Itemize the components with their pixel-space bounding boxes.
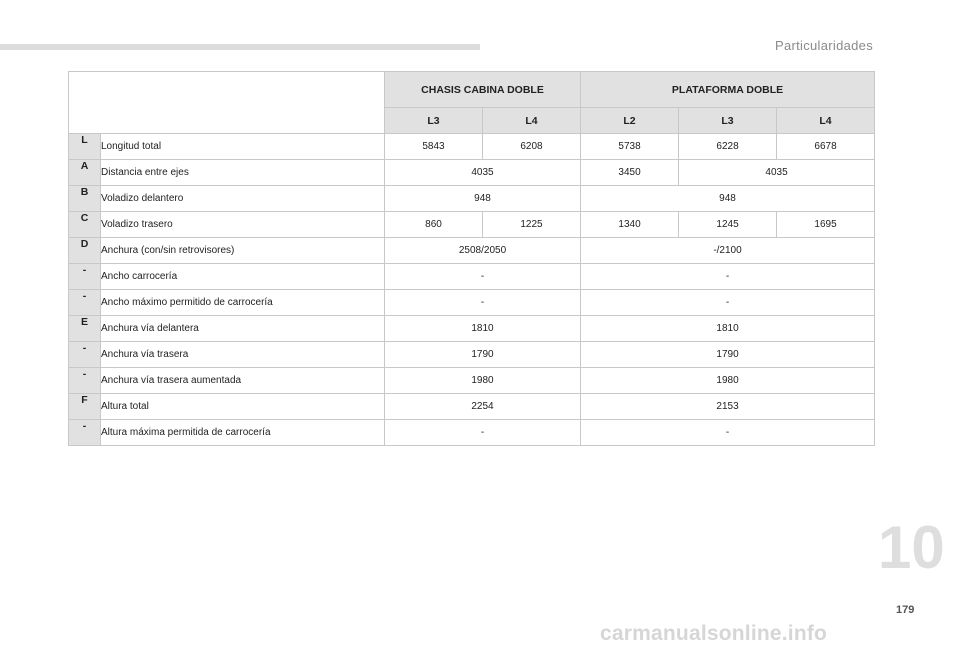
table-cell: 6208 — [483, 134, 581, 160]
page-number: 179 — [896, 604, 915, 616]
table-cell: 5738 — [581, 134, 679, 160]
table-cell: 860 — [385, 212, 483, 238]
table-cell: 948 — [385, 186, 581, 212]
subheader-l3-plataforma: L3 — [679, 108, 777, 134]
row-letter: - — [69, 420, 101, 446]
table-row — [69, 394, 875, 420]
table-cell: 2508/2050 — [385, 238, 581, 264]
table-cell: 1980 — [581, 368, 875, 394]
section-title: Particularidades — [774, 38, 873, 53]
table-row — [69, 186, 875, 212]
table-cell: - — [385, 290, 581, 316]
row-letter: B — [69, 186, 101, 212]
watermark: carmanualsonline.info — [600, 622, 828, 645]
table-cell: 1810 — [581, 316, 875, 342]
row-letter: - — [69, 264, 101, 290]
table-cell: 4035 — [385, 160, 581, 186]
table-corner — [69, 72, 385, 134]
table-cell: 3450 — [581, 160, 679, 186]
table-row — [69, 264, 875, 290]
table-cell: 6228 — [679, 134, 777, 160]
row-letter: C — [69, 212, 101, 238]
row-letter: - — [69, 368, 101, 394]
table-row — [69, 134, 875, 160]
row-letter: - — [69, 342, 101, 368]
table-row — [69, 160, 875, 186]
table-row — [69, 368, 875, 394]
table-cell: 5843 — [385, 134, 483, 160]
table-cell: 1980 — [385, 368, 581, 394]
subheader-l4-plataforma: L4 — [777, 108, 875, 134]
row-label: Anchura vía trasera aumentada — [101, 368, 385, 394]
table-cell: 1225 — [483, 212, 581, 238]
table-cell: 1810 — [385, 316, 581, 342]
table-cell: - — [581, 264, 875, 290]
row-label: Anchura vía delantera — [101, 316, 385, 342]
table-cell: 1790 — [385, 342, 581, 368]
row-label: Anchura (con/sin retrovisores) — [101, 238, 385, 264]
table-cell: 1790 — [581, 342, 875, 368]
row-letter: F — [69, 394, 101, 420]
subheader-l3-chasis: L3 — [385, 108, 483, 134]
table-cell: 948 — [581, 186, 875, 212]
header-plataforma-doble: PLATAFORMA DOBLE — [581, 72, 875, 108]
header-rule — [0, 44, 480, 50]
table-cell: 4035 — [679, 160, 875, 186]
table-cell: 2254 — [385, 394, 581, 420]
row-label: Longitud total — [101, 134, 385, 160]
table-cell: 1695 — [777, 212, 875, 238]
table-row — [69, 342, 875, 368]
table-cell: - — [581, 290, 875, 316]
row-label: Altura total — [101, 394, 385, 420]
row-label: Distancia entre ejes — [101, 160, 385, 186]
table-row — [69, 290, 875, 316]
row-letter: - — [69, 290, 101, 316]
row-letter: L — [69, 134, 101, 160]
row-letter: A — [69, 160, 101, 186]
subheader-l2-plataforma: L2 — [581, 108, 679, 134]
row-label: Voladizo delantero — [101, 186, 385, 212]
table-cell: -/2100 — [581, 238, 875, 264]
table-cell: - — [385, 420, 581, 446]
table-row — [69, 212, 875, 238]
table-cell: 1340 — [581, 212, 679, 238]
row-label: Anchura vía trasera — [101, 342, 385, 368]
table-row — [69, 238, 875, 264]
subheader-l4-chasis: L4 — [483, 108, 581, 134]
table-cell: - — [581, 420, 875, 446]
table-row — [69, 420, 875, 446]
table-row — [69, 316, 875, 342]
table-cell: 1245 — [679, 212, 777, 238]
chapter-number: 10 — [878, 514, 945, 581]
table-cell: 2153 — [581, 394, 875, 420]
row-letter: D — [69, 238, 101, 264]
row-letter: E — [69, 316, 101, 342]
table-cell: - — [385, 264, 581, 290]
row-label: Voladizo trasero — [101, 212, 385, 238]
header-chasis-cabina-doble: CHASIS CABINA DOBLE — [385, 72, 581, 108]
row-label: Ancho carrocería — [101, 264, 385, 290]
dimensions-table — [68, 71, 875, 446]
table-cell: 6678 — [777, 134, 875, 160]
row-label: Altura máxima permitida de carrocería — [101, 420, 385, 446]
row-label: Ancho máximo permitido de carrocería — [101, 290, 385, 316]
